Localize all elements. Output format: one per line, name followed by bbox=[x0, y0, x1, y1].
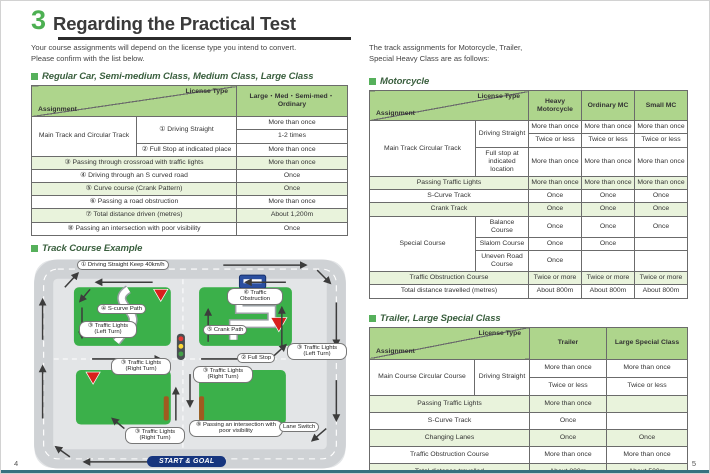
assignment-cell: Special Course bbox=[370, 216, 476, 272]
value-cell: More than once bbox=[635, 177, 688, 190]
value-cell: Twice or less bbox=[529, 134, 582, 147]
value-cell bbox=[607, 395, 688, 412]
task-cell: Passing Traffic Lights bbox=[370, 395, 530, 412]
left-intro-line1: Your course assignments will depend on the license type you intend to convert. bbox=[31, 43, 297, 52]
value-cell: More than once bbox=[529, 147, 582, 176]
table-corner-cell bbox=[370, 327, 530, 359]
value-cell bbox=[635, 237, 688, 250]
page-number-right: 5 bbox=[691, 459, 696, 468]
value-cell: Once bbox=[635, 190, 688, 203]
column-header: Heavy Motorcycle bbox=[529, 91, 582, 121]
corner-license-type: License Type bbox=[478, 329, 521, 337]
value-cell: Once bbox=[582, 216, 635, 237]
value-cell: Once bbox=[530, 412, 607, 429]
task-cell: S-Curve Track bbox=[370, 412, 530, 429]
section-motorcycle bbox=[369, 76, 687, 87]
task-cell: ⑧ Passing an intersection with poor visibility bbox=[32, 222, 237, 235]
section-trailer bbox=[369, 313, 687, 324]
value-cell: 1-2 times bbox=[237, 130, 348, 143]
task-cell: Crank Track bbox=[370, 203, 529, 216]
right-intro-line1: The track assignments for Motorcycle, Trailer, bbox=[369, 43, 523, 52]
section-bullet-icon bbox=[31, 73, 38, 80]
task-cell: Driving Straight bbox=[475, 359, 530, 395]
task-cell: ⑦ Total distance driven (metres) bbox=[32, 209, 237, 222]
value-cell: Once bbox=[530, 429, 607, 446]
value-cell: Twice or less bbox=[607, 377, 688, 395]
section-trailer-title: Trailer, Large Special Class bbox=[380, 312, 501, 324]
value-cell: About 800m bbox=[582, 285, 635, 298]
motorcycle-table bbox=[369, 90, 688, 298]
value-cell: Twice or more bbox=[529, 272, 582, 285]
title-underline bbox=[58, 37, 351, 40]
task-cell: S-Curve Track bbox=[370, 190, 529, 203]
value-cell: More than once bbox=[582, 177, 635, 190]
label-driving-straight: ① Driving Straight Keep 40km/h bbox=[77, 260, 169, 271]
value-cell: Once bbox=[582, 237, 635, 250]
value-cell: Once bbox=[529, 190, 582, 203]
task-cell: ① Driving Straight bbox=[137, 117, 237, 143]
task-cell: ⑥ Passing a road obstruction bbox=[32, 196, 237, 209]
value-cell: Twice or more bbox=[635, 272, 688, 285]
task-cell: Uneven Road Course bbox=[476, 250, 529, 271]
value-cell: More than once bbox=[607, 446, 688, 463]
task-cell: Driving Straight bbox=[476, 121, 529, 147]
task-cell: Changing Lanes bbox=[370, 429, 530, 446]
value-cell: More than once bbox=[530, 359, 607, 377]
value-cell: Once bbox=[582, 203, 635, 216]
value-cell: Once bbox=[635, 216, 688, 237]
section-motorcycle-title: Motorcycle bbox=[380, 76, 430, 88]
value-cell: More than once bbox=[530, 446, 607, 463]
section-track-title: Track Course Example bbox=[42, 242, 143, 254]
value-cell: More than once bbox=[582, 147, 635, 176]
crossing-pole bbox=[164, 396, 169, 420]
value-cell: Once bbox=[237, 183, 348, 196]
value-cell: More than once bbox=[529, 121, 582, 134]
assignment-cell: Main Course Circular Course bbox=[370, 359, 475, 395]
value-cell: Once bbox=[529, 203, 582, 216]
value-cell: More than once bbox=[529, 177, 582, 190]
value-cell: More than once bbox=[237, 117, 348, 130]
value-cell bbox=[607, 412, 688, 429]
right-intro bbox=[369, 43, 687, 64]
value-cell: Twice or less bbox=[635, 134, 688, 147]
corner-assignment: Assignment bbox=[376, 110, 415, 118]
label-s-curve: ④ S-curve Path bbox=[97, 304, 146, 315]
task-cell: Passing Traffic Lights bbox=[370, 177, 529, 190]
page-header bbox=[31, 7, 353, 40]
task-cell: Balance Course bbox=[476, 216, 529, 237]
label-traffic-right-c: ③ Traffic Lights (Right Turn) bbox=[125, 427, 185, 444]
left-column bbox=[31, 43, 351, 473]
value-cell: About 800m bbox=[635, 285, 688, 298]
label-traffic-right-a: ③ Traffic Lights (Right Turn) bbox=[111, 358, 171, 375]
column-header: Trailer bbox=[530, 327, 607, 359]
section-regular bbox=[31, 71, 351, 82]
track-course-diagram bbox=[31, 257, 351, 473]
label-crank-path: ⑤ Crank Path bbox=[203, 325, 247, 336]
value-cell: Once bbox=[607, 429, 688, 446]
label-poor-visibility: ⑧ Passing an intersection with poor visibility bbox=[189, 420, 283, 437]
left-intro bbox=[31, 43, 351, 64]
assignment-cell: Main Track and Circular Track bbox=[32, 117, 137, 156]
corner-license-type: License Type bbox=[185, 88, 228, 96]
task-cell: ④ Driving through an S curved road bbox=[32, 169, 237, 182]
value-cell: Once bbox=[529, 250, 582, 271]
column-header: Small MC bbox=[635, 91, 688, 121]
value-cell: More than once bbox=[635, 121, 688, 134]
value-cell: Once bbox=[582, 190, 635, 203]
value-cell: More than once bbox=[530, 395, 607, 412]
label-full-stop: ② Full Stop bbox=[237, 353, 275, 364]
left-intro-line2: Please confirm with the list below. bbox=[31, 53, 145, 63]
page-title: Regarding the Practical Test bbox=[53, 12, 296, 34]
task-cell: Total distance travelled (metres) bbox=[370, 285, 529, 298]
task-cell: Full stop at indicated location bbox=[476, 147, 529, 176]
label-traffic-left-b: ③ Traffic Lights (Left Turn) bbox=[287, 343, 347, 360]
corner-license-type: License Type bbox=[477, 93, 520, 101]
label-traffic-left-a: ③ Traffic Lights (Left Turn) bbox=[79, 321, 137, 338]
chapter-number: 3 bbox=[31, 5, 47, 35]
value-cell bbox=[582, 250, 635, 271]
label-lane-switch: Lane Switch bbox=[279, 422, 319, 433]
label-traffic-right-b: ③ Traffic Lights (Right Turn) bbox=[193, 366, 253, 383]
section-track-example bbox=[31, 243, 351, 254]
assignment-cell: Main Track Circular Track bbox=[370, 121, 476, 177]
regular-class-table bbox=[31, 85, 348, 235]
section-regular-title: Regular Car, Semi-medium Class, Medium Class, Large Class bbox=[42, 71, 314, 83]
value-cell: More than once bbox=[582, 121, 635, 134]
value-cell: Once bbox=[237, 169, 348, 182]
crossing-pole bbox=[199, 396, 204, 420]
task-cell: Traffic Obstruction Course bbox=[370, 446, 530, 463]
task-cell: Traffic Obstruction Course bbox=[370, 272, 529, 285]
track-course-map bbox=[31, 257, 351, 473]
value-cell: Once bbox=[237, 222, 348, 235]
section-bullet-icon bbox=[31, 245, 38, 252]
label-traffic-obstruction: ⑥ Traffic Obstruction bbox=[227, 288, 283, 305]
value-cell: Twice or more bbox=[582, 272, 635, 285]
value-cell: About 800m bbox=[529, 285, 582, 298]
task-cell: ⑤ Curve course (Crank Pattern) bbox=[32, 183, 237, 196]
table-corner-cell bbox=[32, 86, 237, 117]
table-corner-cell bbox=[370, 91, 529, 121]
right-intro-line2: Special Heavy Class are as follows: bbox=[369, 53, 490, 63]
corner-assignment: Assignment bbox=[38, 106, 77, 114]
value-cell: More than once bbox=[635, 147, 688, 176]
value-cell: About 1,200m bbox=[237, 209, 348, 222]
column-header: Large Special Class bbox=[607, 327, 688, 359]
value-cell bbox=[635, 250, 688, 271]
footer-rule bbox=[1, 470, 709, 473]
column-header: Ordinary MC bbox=[582, 91, 635, 121]
section-bullet-icon bbox=[369, 78, 376, 85]
value-cell: More than once bbox=[237, 143, 348, 156]
page-number-left: 4 bbox=[14, 459, 19, 468]
value-cell: More than once bbox=[607, 359, 688, 377]
task-cell: ② Full Stop at indicated place bbox=[137, 143, 237, 156]
section-bullet-icon bbox=[369, 315, 376, 322]
value-cell: Twice or less bbox=[530, 377, 607, 395]
task-cell: Slalom Course bbox=[476, 237, 529, 250]
value-cell: More than once bbox=[237, 196, 348, 209]
corner-assignment: Assignment bbox=[376, 348, 415, 356]
start-goal-badge: START & GOAL bbox=[147, 456, 226, 467]
value-cell: More than once bbox=[237, 156, 348, 169]
value-cell: Twice or less bbox=[582, 134, 635, 147]
value-cell: Once bbox=[529, 237, 582, 250]
value-cell: Once bbox=[635, 203, 688, 216]
column-header: Large・Med・Semi-med・Ordinary bbox=[237, 86, 348, 117]
right-column bbox=[369, 43, 687, 474]
value-cell: Once bbox=[529, 216, 582, 237]
task-cell: ③ Passing through crossroad with traffic lights bbox=[32, 156, 237, 169]
trailer-table bbox=[369, 327, 688, 474]
